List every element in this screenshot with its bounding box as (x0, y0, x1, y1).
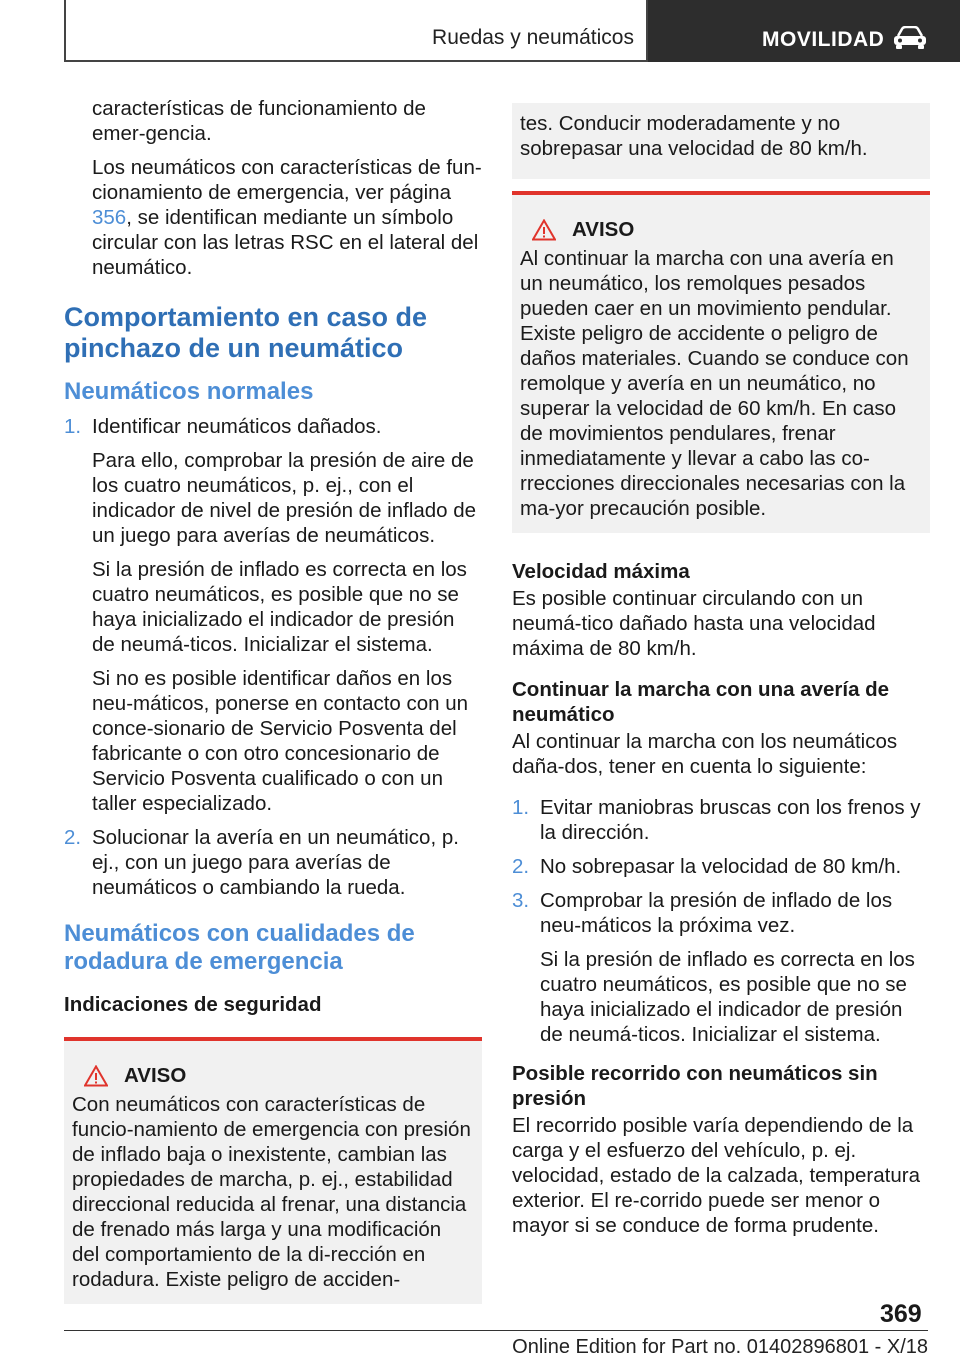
subsection-heading: Neumáticos con cualidades de rodadura de emergencia (64, 920, 415, 975)
list-item (512, 888, 930, 1047)
paragraph: Es posible continuar circulando con un neumá-tico dañado hasta una velocidad máxima de 80 km/h. (512, 587, 876, 660)
list-number: 1. (64, 415, 82, 438)
list-item (512, 854, 930, 879)
section-heading: Comportamiento en caso de pinchazo de un neumático (64, 302, 428, 363)
list-subtext: Si la presión de inflado es correcta en los cuatro neumáticos, es posible que no se haya inicializado el indicador de presión de neumá-ticos. Inicializar el sistema. (540, 948, 915, 1046)
warning-triangle-icon (532, 219, 556, 241)
text: Los neumáticos con características de fun-cionamiento de emergencia, ver página (92, 156, 482, 204)
car-icon (892, 26, 928, 50)
list-number: 1. (512, 796, 530, 819)
warning-label: AVISO (572, 218, 635, 241)
page-number: 369 (880, 1300, 922, 1328)
footer-edition: Online Edition for Part no. 01402896801 - X/18 (512, 1336, 928, 1358)
header-section-tab (64, 0, 648, 62)
warning-label: AVISO (124, 1064, 187, 1087)
list-number: 3. (512, 889, 530, 912)
list-number: 2. (512, 855, 530, 878)
warning-box (512, 191, 930, 533)
header-chapter-label: MOVILIDAD (762, 28, 885, 51)
subsection-heading: Neumáticos normales (64, 378, 314, 405)
page-link[interactable]: 356 (92, 206, 127, 229)
topic-heading: Velocidad máxima (512, 560, 690, 583)
header-chapter-tab (648, 0, 960, 62)
warning-text: Al continuar la marcha con una avería en un neumático, los remolques pesados pueden caer en un movimiento pendular. Existe peligro de accidente o peligro de daños materiales. Cuando se conduce con remolque y avería en un neumático, no superar la velocidad de 60 km/h. En caso de movimientos pendulares, frenar inmediatamente y llevar a cabo las co-rrecciones direccionales necesarias con la ma-yor precaución posible. (520, 247, 909, 520)
paragraph: Al continuar la marcha con los neumáticos daña-dos, tener en cuenta lo siguiente: (512, 730, 898, 778)
safety-heading: Indicaciones de seguridad (64, 993, 322, 1016)
warning-continuation-box (512, 103, 930, 179)
footer-divider (862, 1330, 928, 1331)
paragraph: El recorrido posible varía dependiendo de la carga y el esfuerzo del vehículo, p. ej. velocidad, estado de la calzada, temperatura exterior. El re-corrido puede ser menor o mayor si se conduce de forma prudente. (512, 1114, 920, 1237)
list-text: No sobrepasar la velocidad de 80 km/h. (540, 855, 902, 878)
header-section-label: Ruedas y neumáticos (432, 26, 634, 49)
list-item (64, 414, 482, 816)
list-text: Solucionar la avería en un neumático, p. ej., con un juego para averías de neumáticos o cambiando la rueda. (92, 826, 459, 899)
warning-triangle-icon (84, 1065, 108, 1087)
steps-list (512, 795, 930, 1047)
warning-box (64, 1037, 482, 1304)
warning-title (520, 217, 922, 242)
topic-heading: Posible recorrido con neumáticos sin presión (512, 1062, 878, 1110)
warning-text: tes. Conducir moderadamente y no sobrepasar una velocidad de 80 km/h. (520, 112, 868, 160)
steps-list (64, 414, 482, 900)
list-subtext: Si no es posible identificar daños en los neu-máticos, ponerse en contacto con un conce-sionario de Servicio Posventa del fabricante o con otro concesionario de Servicio Posventa cualificado o con un taller especializado. (92, 667, 469, 815)
footer-divider (64, 1330, 862, 1331)
topic-heading: Continuar la marcha con una avería de neumático (512, 678, 890, 726)
list-number: 2. (64, 826, 82, 849)
paragraph (64, 155, 482, 280)
list-text: Evitar maniobras bruscas con los frenos y la dirección. (540, 796, 921, 844)
paragraph: características de funcionamiento de emer-gencia. (92, 97, 426, 145)
list-item (64, 825, 482, 900)
warning-text: Con neumáticos con características de funcio-namiento de emergencia con presión de inflado baja o inexistente, cambian las propiedades de marcha, p. ej., estabilidad direccional reducida al frenar, una distancia de frenado más larga y una modificación del comportamiento de la di-rección en rodadura. Existe peligro de acciden- (72, 1093, 471, 1291)
list-subtext: Si la presión de inflado es correcta en los cuatro neumáticos, es posible que no se haya inicializado el indicador de presión de neumá-ticos. Inicializar el sistema. (92, 558, 467, 656)
list-text: Identificar neumáticos dañados. (92, 415, 382, 438)
list-text: Comprobar la presión de inflado de los neu-máticos la próxima vez. (540, 889, 893, 937)
right-column (512, 103, 930, 1247)
warning-title (72, 1063, 474, 1088)
list-subtext: Para ello, comprobar la presión de aire de los cuatro neumáticos, p. ej., con el indicador de nivel de presión de inflado de un juego para averías de neumáticos. (92, 449, 477, 547)
list-item (512, 795, 930, 845)
left-column (64, 96, 482, 1304)
text: , se identifican mediante un símbolo circular con las letras RSC en el lateral del neumático. (92, 206, 479, 279)
